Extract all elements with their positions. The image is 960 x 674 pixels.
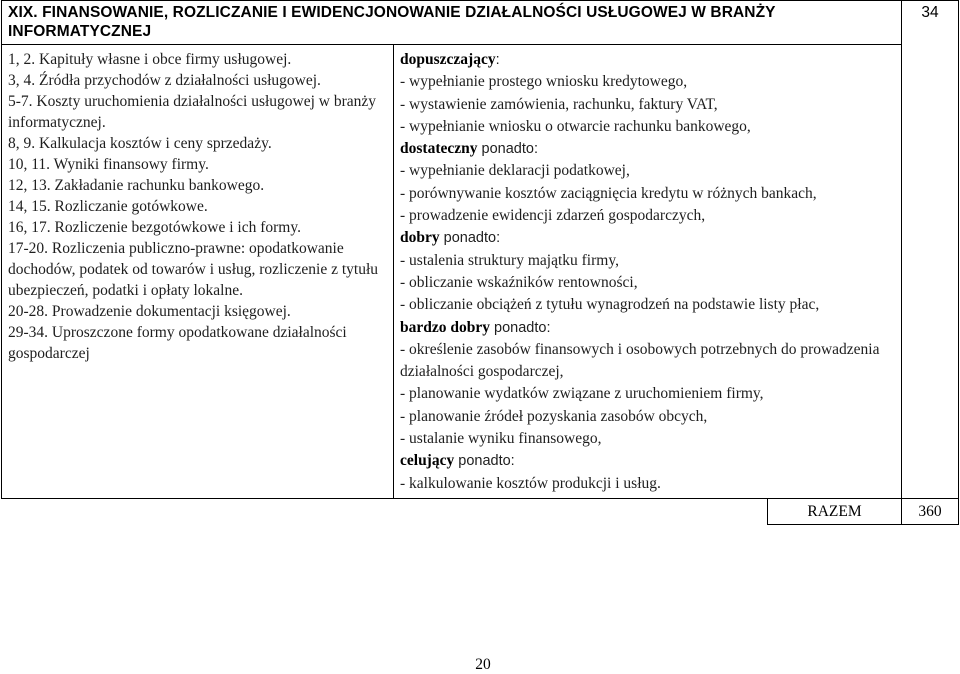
section-header-row bbox=[2, 1, 959, 45]
total-label: RAZEM bbox=[768, 499, 902, 525]
requirement-item: - porównywanie kosztów zaciągnięcia kredytu w różnych bankach, bbox=[400, 184, 817, 202]
total-value: 360 bbox=[902, 499, 959, 525]
grade-label: dopuszczający bbox=[400, 51, 496, 68]
topic-item: 29-34. Uproszczone formy opodatkowane działalności gospodarczej bbox=[8, 324, 347, 362]
topic-item: 17-20. Rozliczenia publiczno-prawne: opodatkowanie dochodów, podatek od towarów i usług, rozliczenie z tytułu ubezpieczeń, podatki i opłaty lokalne. bbox=[8, 240, 379, 299]
grade-heading-bardzo-dobry bbox=[400, 317, 895, 339]
requirement-item: - wypełnianie prostego wniosku kredytowego, bbox=[400, 73, 688, 91]
grade-suffix: : bbox=[495, 52, 500, 68]
total-row bbox=[2, 499, 959, 525]
grade-suffix: ponadto: bbox=[477, 141, 538, 158]
grade-suffix: ponadto: bbox=[490, 319, 551, 336]
requirements-column bbox=[394, 45, 902, 499]
grade-heading-celujacy bbox=[400, 450, 895, 472]
topic-item: 1, 2. Kapituły własne i obce firmy usługowej. bbox=[8, 51, 292, 68]
topic-item: 3, 4. Źródła przychodów z działalności usługowej. bbox=[8, 72, 321, 89]
grade-suffix: ponadto: bbox=[454, 453, 515, 470]
page-number: 20 bbox=[475, 656, 491, 673]
requirement-item: - obliczanie obciążeń z tytułu wynagrodzeń na podstawie listy płac, bbox=[400, 296, 820, 314]
requirement-item: - ustalanie wyniku finansowego, bbox=[400, 430, 602, 448]
topic-item: 14, 15. Rozliczanie gotówkowe. bbox=[8, 198, 208, 215]
grade-suffix: ponadto: bbox=[439, 230, 501, 247]
topics-column bbox=[2, 45, 394, 499]
requirement-item: - wypełnianie wniosku o otwarcie rachunku bankowego, bbox=[400, 117, 751, 135]
grade-label: dostateczny bbox=[400, 140, 478, 158]
requirement-item: - obliczanie wskaźników rentowności, bbox=[400, 273, 638, 291]
requirement-item: - określenie zasobów finansowych i osobowych potrzebnych do prowadzenia działalności gospodarczej, bbox=[400, 340, 880, 381]
section-title: XIX. FINANSOWANIE, ROZLICZANIE I EWIDENCJONOWANIE DZIAŁALNOŚCI USŁUGOWEJ W BRANŻY INFORMATYCZNEJ bbox=[8, 4, 776, 40]
requirement-item: - kalkulowanie kosztów produkcji i usług. bbox=[400, 474, 661, 492]
section-title-cell bbox=[2, 1, 902, 45]
section-content-row bbox=[2, 45, 959, 499]
grade-heading-dopuszczajacy bbox=[400, 49, 895, 71]
grade-label: celujący bbox=[400, 452, 455, 470]
grade-heading-dostateczny bbox=[400, 138, 895, 160]
curriculum-table bbox=[1, 0, 959, 525]
requirement-item: - prowadzenie ewidencji zdarzeń gospodarczych, bbox=[400, 207, 706, 225]
topic-item: 8, 9. Kalkulacja kosztów i ceny sprzedaży. bbox=[8, 135, 272, 152]
requirement-item: - wystawienie zamówienia, rachunku, faktury VAT, bbox=[400, 95, 718, 113]
requirement-item: - wypełnianie deklaracji podatkowej, bbox=[400, 162, 630, 180]
topic-item: 10, 11. Wyniki finansowy firmy. bbox=[8, 156, 209, 173]
requirement-item: - ustalenia struktury majątku firmy, bbox=[400, 251, 619, 269]
requirement-item: - planowanie źródeł pozyskania zasobów obcych, bbox=[400, 407, 708, 425]
grade-label: bardzo dobry bbox=[400, 318, 490, 336]
topic-item: 16, 17. Rozliczenie bezgotówkowe i ich formy. bbox=[8, 219, 301, 236]
topic-item: 12, 13. Zakładanie rachunku bankowego. bbox=[8, 177, 265, 194]
grade-label: dobry bbox=[400, 229, 440, 247]
topic-item: 20-28. Prowadzenie dokumentacji księgowej. bbox=[8, 303, 291, 320]
grade-heading-dobry bbox=[400, 227, 895, 249]
topic-item: 5-7. Koszty uruchomienia działalności usługowej w branży informatycznej. bbox=[8, 93, 377, 131]
section-hours: 34 bbox=[902, 1, 959, 499]
requirement-item: - planowanie wydatków związane z uruchomieniem firmy, bbox=[400, 385, 764, 403]
